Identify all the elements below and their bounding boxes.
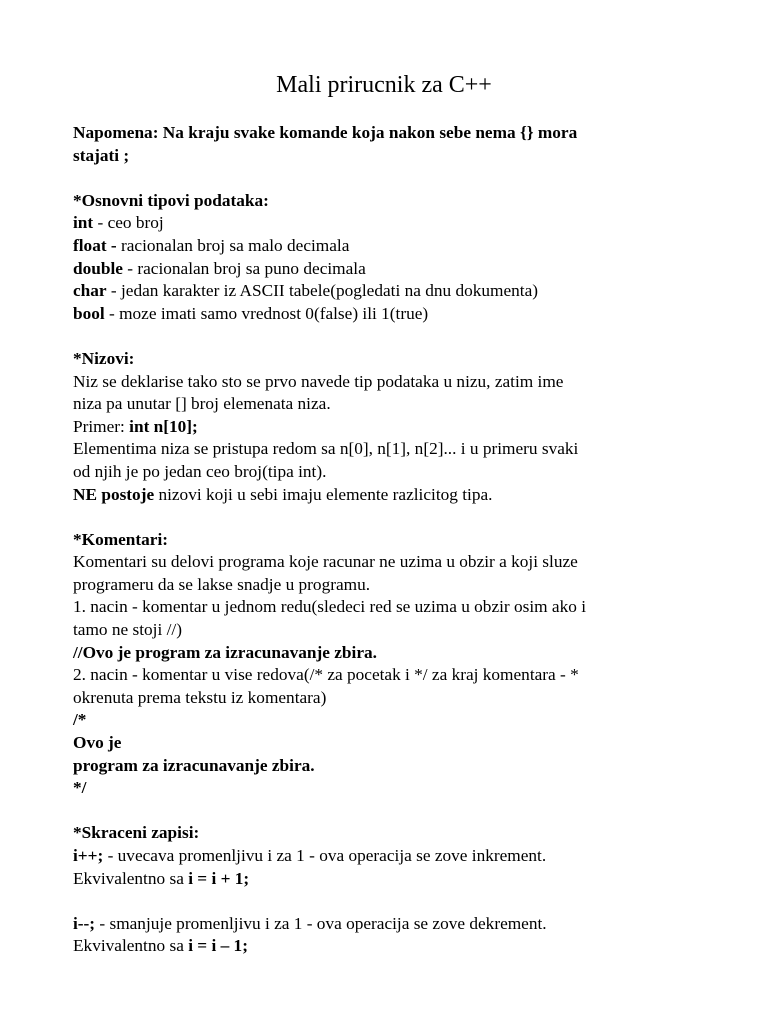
paragraph-line: 2. nacin - komentar u vise redova(/* za pocetak i */ za kraj komentara - *: [73, 665, 579, 685]
blank-line: [73, 890, 703, 913]
paragraph-line: niza pa unutar [] broj elemenata niza.: [73, 394, 331, 414]
code-line: program za izracunavanje zbira.: [73, 755, 315, 775]
note-line: stajati ;: [73, 145, 130, 165]
section-heading: *Nizovi:: [73, 348, 135, 368]
paragraph-line: 1. nacin - komentar u jednom redu(sledeci red se uzima u obzir osim ako i: [73, 597, 586, 617]
type-item: bool - moze imati samo vrednost 0(false) ili 1(true): [73, 303, 429, 323]
paragraph-line: tamo ne stoji //): [73, 620, 182, 640]
code-line: Ovo je: [73, 733, 122, 753]
type-item: char - jedan karakter iz ASCII tabele(pogledati na dnu dokumenta): [73, 281, 538, 301]
paragraph-line: i++; - uvecava promenljivu i za 1 - ova operacija se zove inkrement.: [73, 846, 547, 865]
type-item: int - ceo broj: [73, 213, 164, 233]
document-title: Mali prirucnik za C++: [276, 72, 492, 98]
paragraph-line: okrenuta prema tekstu iz komentara): [73, 687, 327, 707]
type-item: double - racionalan broj sa puno decimala: [73, 258, 366, 278]
paragraph-line: Elementima niza se pristupa redom sa n[0], n[1], n[2]... i u primeru svaki: [73, 439, 579, 459]
paragraph-line: programeru da se lakse snadje u programu.: [73, 574, 371, 594]
paragraph-line: Komentari su delovi programa koje racunar ne uzima u obzir a koji sluze: [73, 552, 578, 572]
paragraph-line: od njih je po jedan ceo broj(tipa int).: [73, 461, 327, 481]
example-line: Primer: int n[10];: [73, 416, 198, 436]
paragraph-line: Ekvivalentno sa i = i + 1;: [73, 868, 250, 888]
paragraph-line: i--; - smanjuje promenljivu i za 1 - ova operacija se zove dekrement.: [73, 913, 547, 933]
code-line: //Ovo je program za izracunavanje zbira.: [73, 642, 377, 662]
paragraph-line: Ekvivalentno sa i = i – 1;: [73, 936, 248, 956]
blank-line: [73, 325, 703, 348]
blank-line: [73, 506, 703, 529]
section-heading: *Skraceni zapisi:: [73, 823, 200, 843]
document-body: [73, 122, 703, 958]
blank-line: [73, 167, 703, 190]
note-line: Napomena: Na kraju svake komande koja nakon sebe nema {} mora: [73, 123, 578, 142]
type-item: float - racionalan broj sa malo decimala: [73, 235, 350, 255]
paragraph-line: NE postoje nizovi koji u sebi imaju elemente razlicitog tipa.: [73, 484, 493, 504]
blank-line: [73, 800, 703, 823]
code-line: /*: [73, 710, 87, 730]
code-line: */: [73, 778, 87, 798]
section-heading: *Osnovni tipovi podataka:: [73, 190, 269, 210]
section-heading: *Komentari:: [73, 529, 169, 549]
paragraph-line: Niz se deklarise tako sto se prvo navede tip podataka u nizu, zatim ime: [73, 371, 564, 391]
